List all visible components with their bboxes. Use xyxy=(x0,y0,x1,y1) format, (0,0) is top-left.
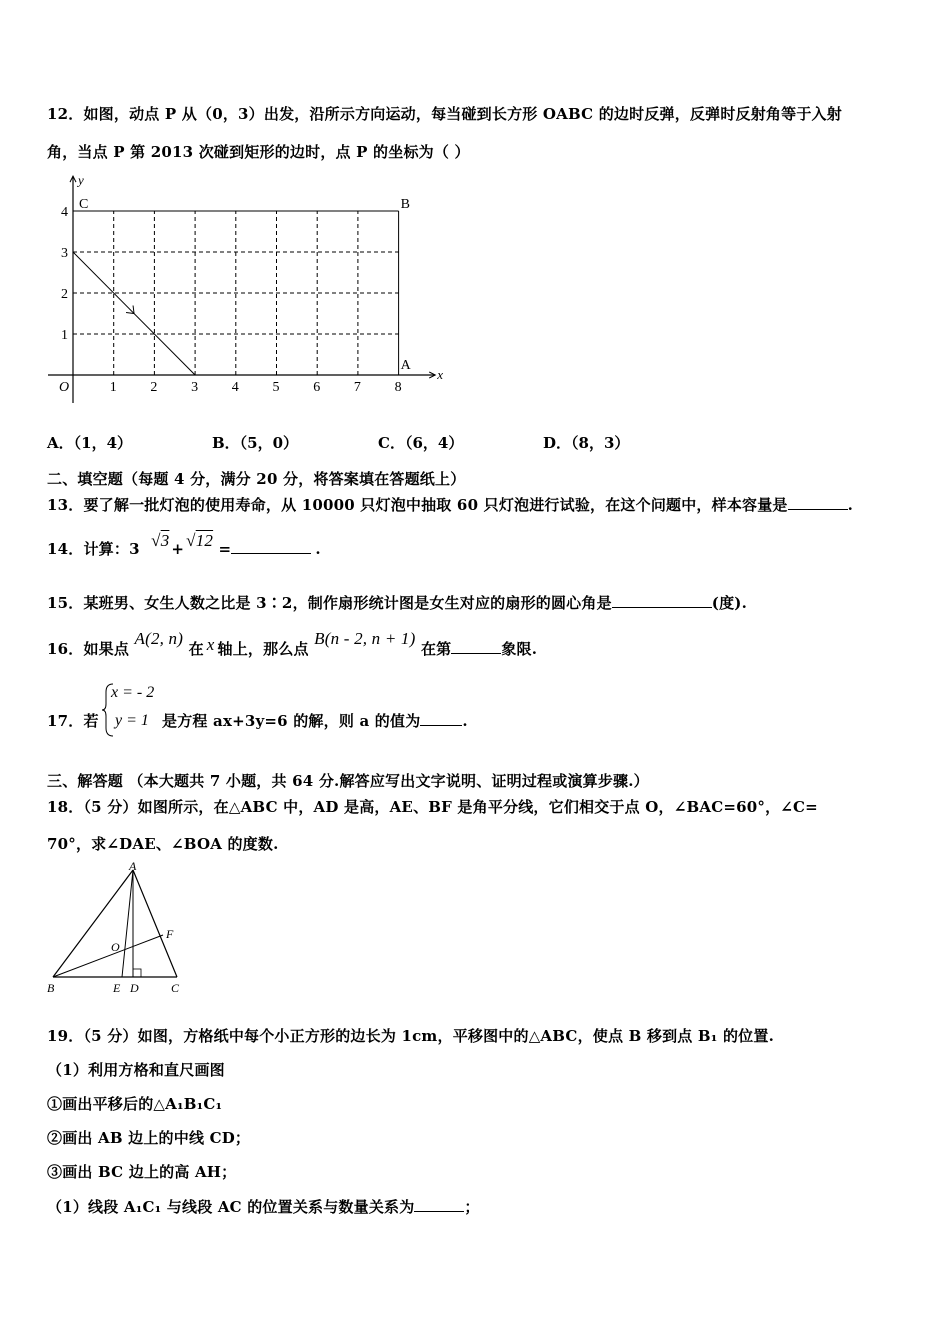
q14-sqrt12: √12 xyxy=(186,531,214,550)
q16-point-a: A(2, n) xyxy=(134,629,184,648)
q18-line2: 70°，求∠DAE、∠BOA 的度数. xyxy=(47,835,279,853)
q16-end: 象限. xyxy=(501,640,538,658)
label-e: E xyxy=(113,981,121,995)
q18-line1: 18．（5 分）如图所示，在△ABC 中，AD 是高，AE、BF 是角平分线，它们相交于点 O，∠BAC=60°，∠C= xyxy=(47,798,818,816)
q14-prefix: 14．计算：3 xyxy=(47,540,140,558)
label-d: D xyxy=(130,981,139,995)
q16-prefix: 16．如果点 xyxy=(47,640,130,658)
point-c-label: C xyxy=(79,197,89,212)
label-o: O xyxy=(111,940,120,954)
q17-eq1: x = - 2 xyxy=(111,684,155,701)
y-axis-label: y xyxy=(78,172,84,188)
q16-point-b: B(n - 2, n + 1) xyxy=(314,629,416,648)
option-c: C．（6，4） xyxy=(378,434,464,452)
q16-x: x xyxy=(206,635,215,654)
q13 xyxy=(47,494,853,515)
q19-line1: 19．（5 分）如图，方格纸中每个小正方形的边长为 1cm，平移图中的△ABC，使点 B 移到点 B₁ 的位置. xyxy=(47,1027,775,1045)
q13-blank xyxy=(788,497,848,510)
label-f: F xyxy=(166,927,174,941)
option-d: D．（8，3） xyxy=(543,434,630,452)
q17-end: . xyxy=(462,712,468,730)
q15-text: 15．某班男、女生人数之比是 3∶2，制作扇形统计图是女生对应的扇形的圆心角是 xyxy=(47,594,612,612)
coordinate-grid-figure xyxy=(40,168,460,408)
triangle-figure xyxy=(45,862,195,997)
q19-line5: ③画出 BC 边上的高 AH； xyxy=(47,1163,237,1181)
q16-mid2: 轴上，那么点 xyxy=(217,640,309,658)
q16-blank xyxy=(451,641,501,654)
q12-line1: 12．如图，动点 P 从（0，3）出发，沿所示方向运动，每当碰到长方形 OABC 的边时反弹，反弹时反射角等于入射 xyxy=(47,105,842,123)
x-tick-label: 2 xyxy=(150,380,158,395)
q15-blank xyxy=(612,595,712,608)
q12-line2: 角，当点 P 第 2013 次碰到矩形的边时，点 P 的坐标为（ ） xyxy=(47,143,470,161)
q13-text: 13．要了解一批灯泡的使用寿命，从 10000 只灯泡中抽取 60 只灯泡进行试验，在这个问题中，样本容量是 xyxy=(47,496,788,514)
x-tick-label: 5 xyxy=(272,380,280,395)
q19-line6-text: （1）线段 A₁C₁ 与线段 AC 的位置关系与数量关系为 xyxy=(47,1198,415,1216)
q19-line3: ①画出平移后的△A₁B₁C₁ xyxy=(47,1095,223,1113)
q16-mid1: 在 xyxy=(188,640,204,658)
q14-eq: = xyxy=(218,540,232,558)
option-a: A．（1，4） xyxy=(47,434,133,452)
x-axis-label: x xyxy=(437,367,444,382)
q14-plus: + xyxy=(171,540,185,558)
point-b-label: B xyxy=(400,197,410,212)
q17-prefix: 17．若 xyxy=(47,712,99,730)
q19-line6-end: ； xyxy=(464,1198,480,1216)
q19-line4: ②画出 AB 边上的中线 CD； xyxy=(47,1129,251,1147)
q16-mid3: 在第 xyxy=(420,640,452,658)
origin-label: O xyxy=(59,380,70,395)
q14-sqrt3: √3 xyxy=(151,531,170,550)
y-tick-label: 2 xyxy=(61,287,68,302)
q14-end: . xyxy=(315,540,321,558)
x-tick-label: 6 xyxy=(313,380,321,395)
label-c: C xyxy=(171,981,180,995)
x-tick-label: 1 xyxy=(109,380,117,395)
label-a: A xyxy=(129,862,137,873)
q19-line6 xyxy=(47,1196,480,1217)
q16 xyxy=(47,629,538,659)
x-tick-label: 7 xyxy=(353,380,361,395)
q14-blank xyxy=(231,541,311,554)
y-tick-label: 1 xyxy=(61,328,68,343)
q13-end: . xyxy=(847,496,854,514)
y-tick-label: 4 xyxy=(61,205,68,220)
section3-heading: 三、解答题 （本大题共 7 小题，共 64 分.解答应写出文字说明、证明过程或演算步骤.） xyxy=(47,772,649,790)
y-tick-label: 3 xyxy=(61,246,68,261)
q17-equation-system xyxy=(101,682,161,738)
q19-line2: （1）利用方格和直尺画图 xyxy=(47,1061,225,1079)
label-b: B xyxy=(47,981,55,995)
q17-blank xyxy=(420,713,462,726)
q17-rest xyxy=(162,710,468,731)
x-tick-label: 8 xyxy=(394,380,402,395)
q15-end: (度). xyxy=(711,594,747,612)
q19-blank xyxy=(414,1199,464,1212)
q14 xyxy=(47,531,321,559)
x-tick-label: 4 xyxy=(231,380,239,395)
q17-eq2: y = 1 xyxy=(115,712,149,729)
x-tick-label: 3 xyxy=(191,380,199,395)
point-a-label: A xyxy=(400,358,411,373)
option-b: B．（5，0） xyxy=(212,434,299,452)
section2-heading: 二、填空题（每题 4 分，满分 20 分，将答案填在答题纸上） xyxy=(47,470,466,488)
q15 xyxy=(47,592,747,613)
q17-text: 是方程 ax+3y=6 的解，则 a 的值为 xyxy=(162,712,421,730)
